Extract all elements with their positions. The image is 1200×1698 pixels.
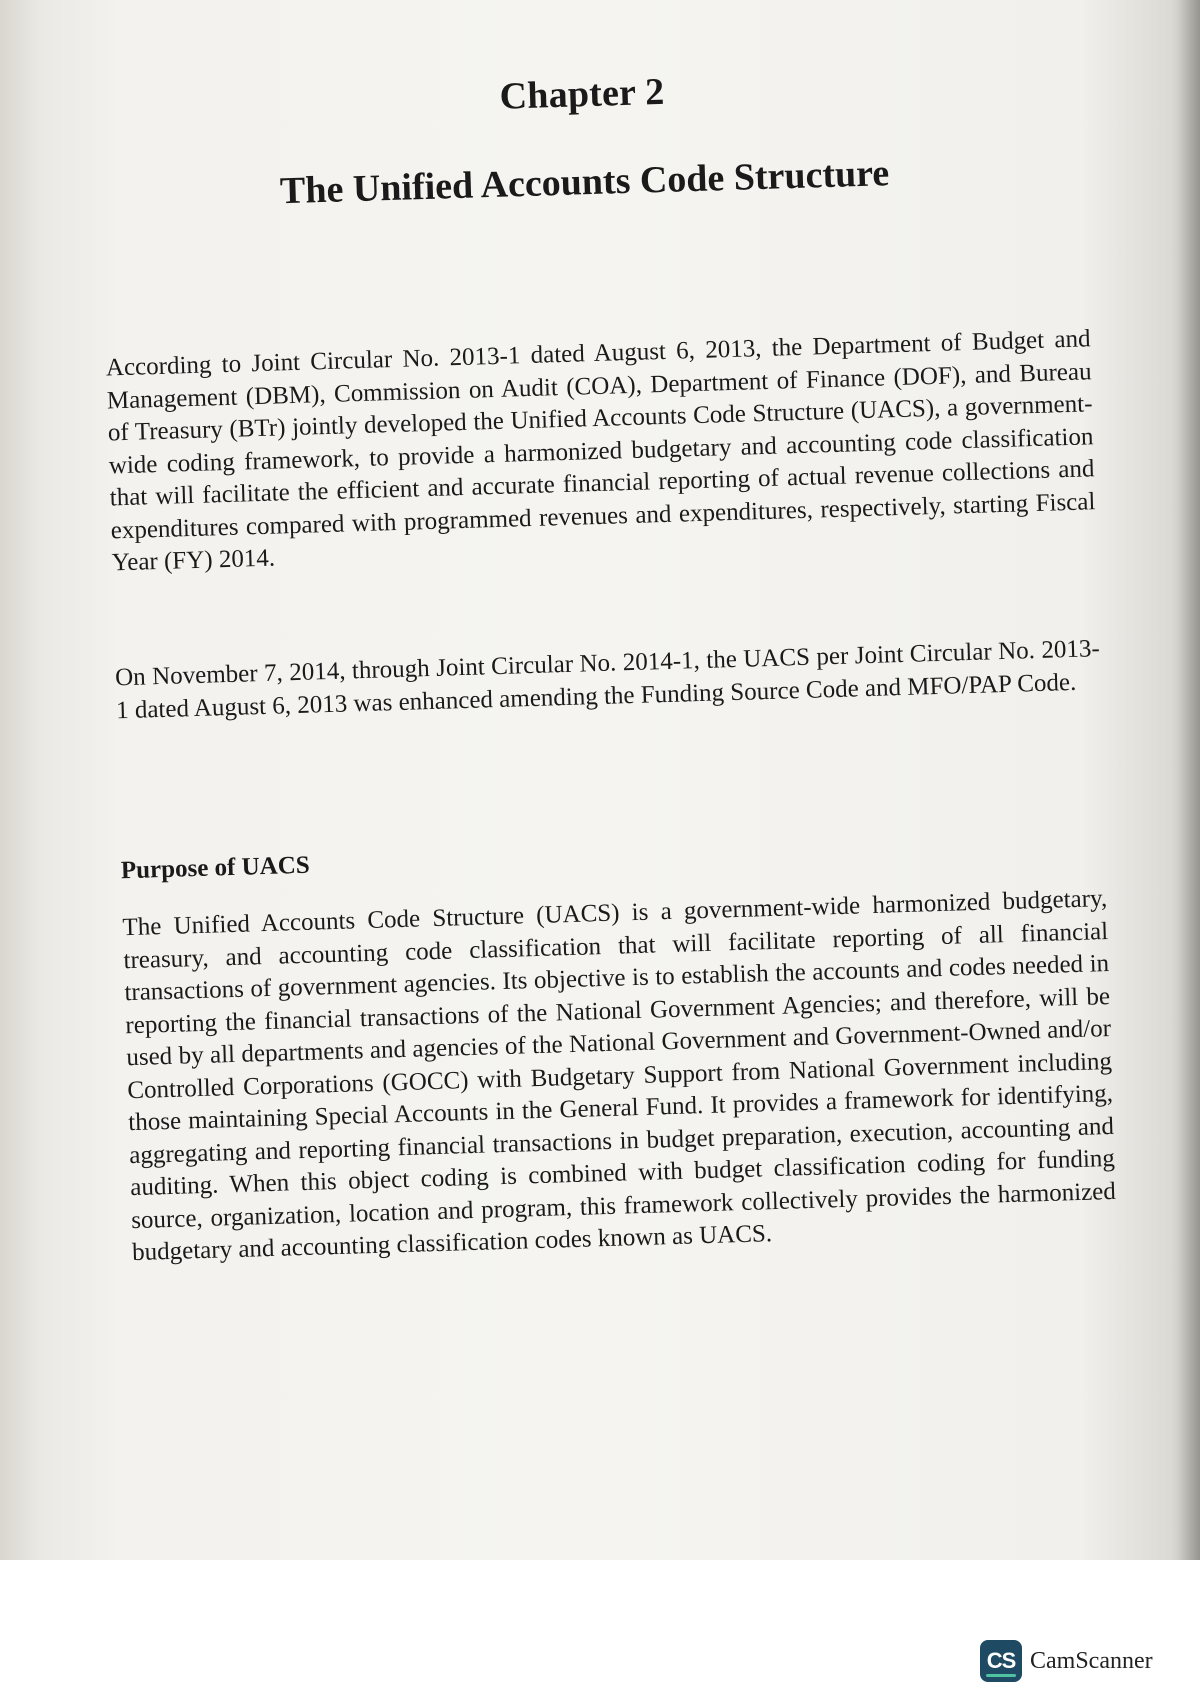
section-heading-purpose: Purpose of UACS [120, 851, 311, 885]
purpose-paragraph: The Unified Accounts Code Structure (UACS) is a government-wide harmonized budgetary, treasury, and accounting code classification that will facilitate reporting of all financial transactions of government agencies. Its objective is to establish the accounts and codes needed in reporting the financial transactions of the National Government Agencies; and therefore, will be used by all departments and agencies of the National Government and Government-Owned and/or Controlled Corporations (GOCC) with Budgetary Support from National Government including those maintaining Special Accounts in the General Fund. It provides a framework for identifying, aggregating and reporting financial transactions in budget preparation, execution, accounting and auditing. When this object coding is combined with budget classification coding for funding source, organization, location and program, this framework collectively provides the harmonized budgetary and accounting classification codes known as UACS. [122, 885, 1117, 1267]
amendment-paragraph: On November 7, 2014, through Joint Circular No. 2014-1, the UACS per Joint Circular No. 2013-1 dated August 6, 2013 was enhanced amending the Funding Source Code and MFO/PAP Code. [114, 635, 1101, 724]
chapter-label: Chapter 2 [499, 70, 665, 118]
camscanner-watermark [980, 1640, 1153, 1682]
camscanner-logo-icon: CS [980, 1640, 1022, 1682]
chapter-title: The Unified Accounts Code Structure [279, 152, 890, 213]
camscanner-label: CamScanner [1030, 1647, 1153, 1674]
intro-paragraph: According to Joint Circular No. 2013-1 dated August 6, 2013, the Department of Budget and Management (DBM), Commission on Audit (COA), Department of Finance (DOF), and Bureau of Treasury (BTr) jointly developed the Unified Accounts Code Structure (UACS), a government-wide coding framework, to provide a harmonized budgetary and accounting code classification that will facilitate the efficient and accurate financial reporting of actual revenue collections and expenditures compared with programmed revenues and expenditures, respectively, starting Fiscal Year (FY) 2014. [105, 325, 1096, 577]
